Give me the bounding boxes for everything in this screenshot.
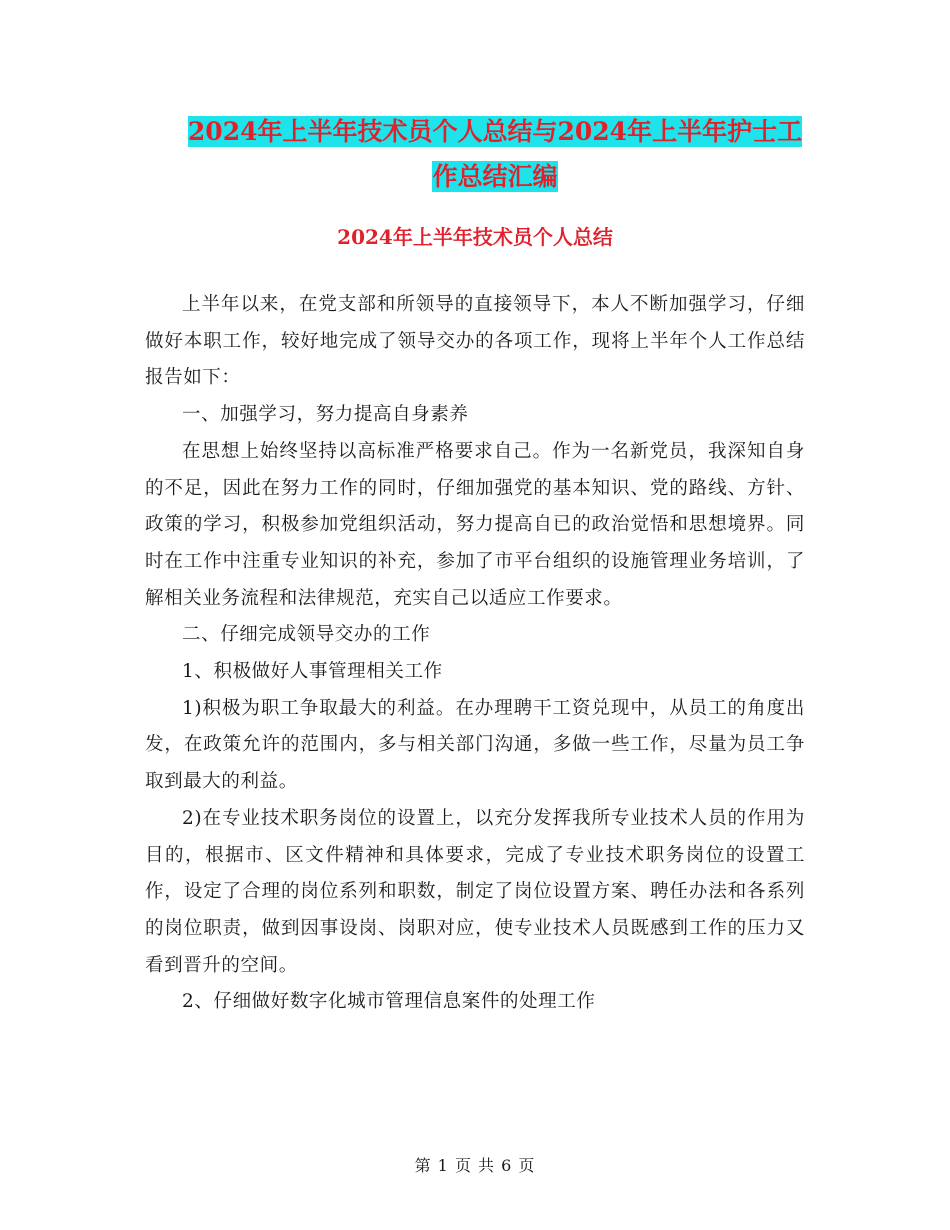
document-title [145,112,845,202]
document-title-line-1: 2024年上半年技术员个人总结与2024年上半年护士工 [187,117,803,146]
paragraph-positions: 2)在专业技术职务岗位的设置上，以充分发挥我所专业技术人员的作用为目的，根据市、区文件精神和具体要求，完成了专业技术职务岗位的设置工作，设定了合理的岗位系列和职数，制定了岗位设置方案、聘任办法和各系列的岗位职责，做到因事设岗、岗职对应，使专业技术人员既感到工作的压力又看到晋升的空间。 [145,807,805,976]
paragraph-benefits: 1)积极为职工争取最大的利益。在办理聘干工资兑现中，从员工的角度出发，在政策允许的范围内，多与相关部门沟通，多做一些工作，尽量为员工争取到最大的利益。 [145,697,805,793]
section-title: 2024年上半年技术员个人总结 [337,225,613,249]
document-body [145,287,805,1021]
paragraph-intro: 上半年以来，在党支部和所领导的直接领导下，本人不断加强学习，仔细做好本职工作，较好地完成了领导交办的各项工作，现将上半年个人工作总结报告如下： [145,294,805,389]
heading-tasks: 二、仔细完成领导交办的工作 [182,624,431,646]
subheading-digital-city: 2、仔细做好数字化城市管理信息案件的处理工作 [182,991,596,1013]
subheading-personnel: 1、积极做好人事管理相关工作 [182,661,443,683]
document-title-line-2: 作总结汇编 [432,162,558,191]
paragraph-study: 在思想上始终坚持以高标准严格要求自己。作为一名新党员，我深知自身的不足，因此在努力工作的同时，仔细加强党的基本知识、党的路线、方针、政策的学习，积极参加党组织活动，努力提高自已的政治觉悟和思想境界。同时在工作中注重专业知识的补充，参加了市平台组织的设施管理业务培训，了解相关业务流程和法律规范，充实自己以适应工作要求。 [145,440,805,609]
page-number-footer: 第 1 页 共 6 页 [414,1156,536,1175]
heading-study: 一、加强学习，努力提高自身素养 [182,404,469,426]
